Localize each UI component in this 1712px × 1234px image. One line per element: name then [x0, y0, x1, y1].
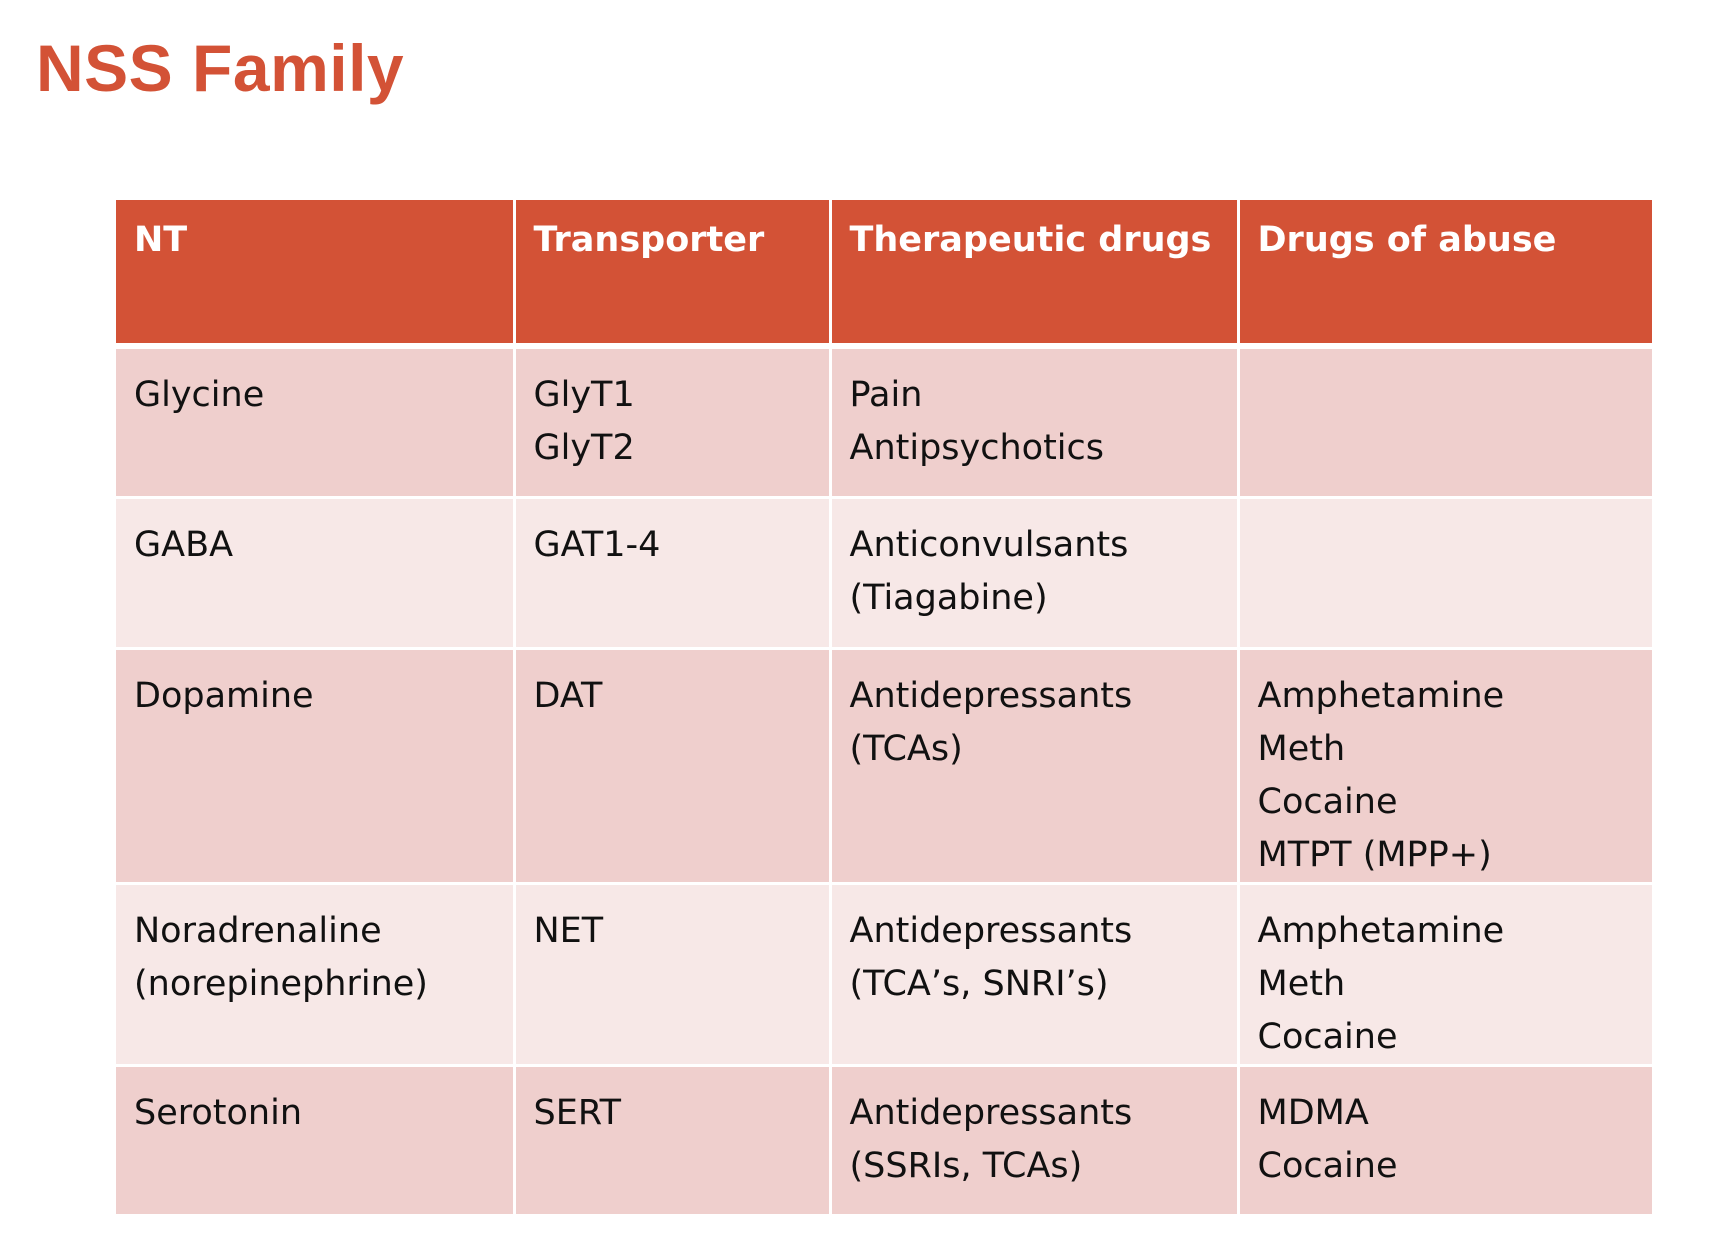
cell-transporter — [514, 648, 830, 883]
cell-line: Noradrenaline — [134, 910, 382, 951]
cell-line: Cocaine — [1257, 1145, 1398, 1186]
cell-line: GlyT1 — [533, 375, 635, 415]
table-row-dopamine — [116, 648, 1652, 883]
cell-line: Serotonin — [134, 1092, 303, 1133]
cell-abuse — [1238, 497, 1652, 648]
cell-line: GABA — [134, 524, 234, 565]
table-header-row — [116, 200, 1652, 346]
cell-line: Glycine — [134, 375, 265, 415]
nss-family-table — [116, 200, 1652, 1217]
cell-line: NET — [533, 910, 604, 951]
cell-line: Pain — [849, 375, 923, 415]
cell-abuse — [1238, 883, 1652, 1065]
cell-line: Meth — [1257, 728, 1346, 769]
cell-line: MDMA — [1257, 1092, 1369, 1133]
cell-line: (SSRIs, TCAs) — [849, 1145, 1083, 1186]
table-row-serotonin — [116, 1065, 1652, 1215]
table-row-glycine — [116, 346, 1652, 497]
slide-title: NSS Family — [36, 31, 405, 105]
cell-therapeutic — [830, 346, 1238, 497]
cell-line: Anticonvulsants — [849, 524, 1129, 565]
cell-abuse — [1238, 346, 1652, 497]
cell-nt — [116, 346, 514, 497]
cell-nt — [116, 1065, 514, 1215]
header-nt: NT — [116, 200, 514, 346]
cell-line: Antidepressants — [849, 1092, 1133, 1133]
cell-line: Cocaine — [1257, 1016, 1398, 1057]
cell-transporter — [514, 346, 830, 497]
cell-line: Cocaine — [1257, 781, 1398, 822]
cell-line: SERT — [533, 1092, 621, 1133]
cell-abuse — [1238, 648, 1652, 883]
cell-line: (Tiagabine) — [849, 577, 1048, 618]
cell-line: GAT1-4 — [533, 524, 661, 565]
table-row-gaba — [116, 497, 1652, 648]
cell-line: DAT — [533, 675, 603, 716]
cell-line: GlyT2 — [533, 428, 635, 468]
cell-line: MTPT (MPP+) — [1257, 834, 1492, 875]
table-row-noradrenaline — [116, 883, 1652, 1065]
cell-nt — [116, 883, 514, 1065]
cell-transporter — [514, 883, 830, 1065]
cell-therapeutic — [830, 648, 1238, 883]
cell-nt — [116, 648, 514, 883]
cell-therapeutic — [830, 1065, 1238, 1215]
cell-therapeutic — [830, 497, 1238, 648]
cell-abuse — [1238, 1065, 1652, 1215]
cell-line: Antidepressants — [849, 675, 1133, 716]
cell-therapeutic — [830, 883, 1238, 1065]
cell-line: (TCAs) — [849, 728, 963, 769]
header-drugs-of-abuse: Drugs of abuse — [1238, 200, 1652, 346]
cell-transporter — [514, 497, 830, 648]
cell-line: Amphetamine — [1257, 910, 1505, 951]
header-transporter: Transporter — [514, 200, 830, 346]
cell-line: (norepinephrine) — [134, 963, 428, 1004]
cell-line: Dopamine — [134, 675, 314, 716]
cell-line: Antidepressants — [849, 910, 1133, 951]
cell-line: Meth — [1257, 963, 1346, 1004]
cell-line: Antipsychotics — [849, 428, 1105, 468]
cell-transporter — [514, 1065, 830, 1215]
cell-line: (TCA’s, SNRI’s) — [849, 963, 1109, 1004]
header-therapeutic-drugs: Therapeutic drugs — [830, 200, 1238, 346]
cell-nt — [116, 497, 514, 648]
cell-line: Amphetamine — [1257, 675, 1505, 716]
